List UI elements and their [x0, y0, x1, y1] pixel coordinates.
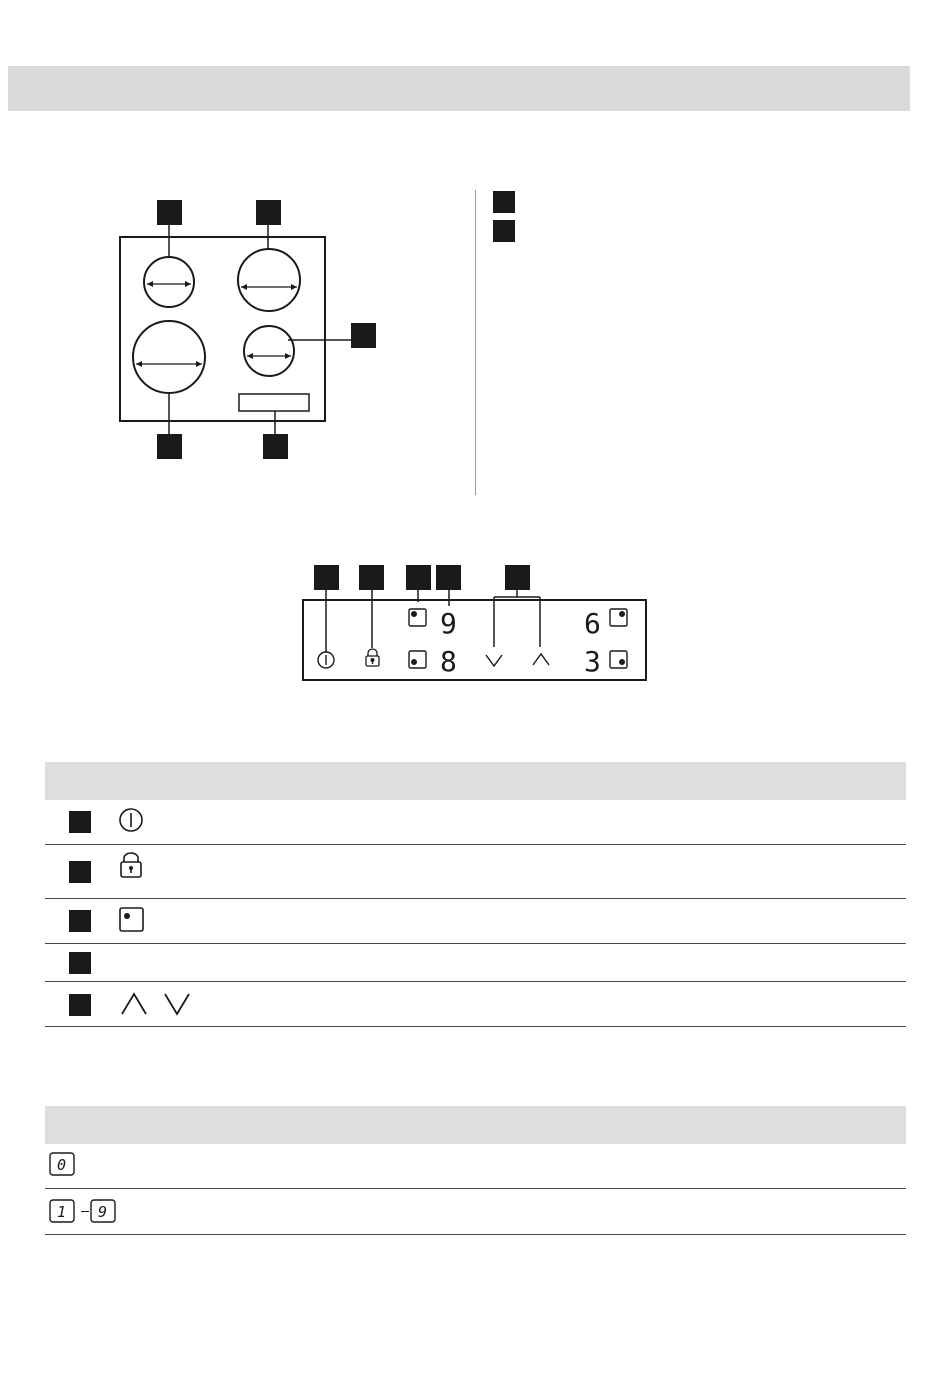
- row-divider: [45, 943, 906, 944]
- display-symbol: 1: [57, 1203, 67, 1221]
- lock-icon: [117, 852, 147, 882]
- row-number-box: [69, 910, 91, 932]
- display-table-header: [45, 1106, 906, 1144]
- row-number-box: [69, 811, 91, 833]
- row-divider: [45, 981, 906, 982]
- zone-select-icon: [117, 905, 147, 935]
- arrows-up-down-icon: [117, 990, 197, 1020]
- power-icon: [117, 806, 147, 836]
- display-digit: 3: [584, 645, 601, 678]
- display-digit: 9: [440, 607, 457, 640]
- display-symbol: 9: [98, 1203, 108, 1221]
- arrow-down-icon: [486, 655, 502, 666]
- row-number-box: [69, 952, 91, 974]
- row-divider: [45, 898, 906, 899]
- zone-select-icon: [610, 651, 627, 668]
- row-divider: [45, 1188, 906, 1189]
- row-number-box: [69, 861, 91, 883]
- row-divider: [45, 1026, 906, 1027]
- callout-box: [436, 565, 461, 590]
- lock-icon: [366, 649, 379, 666]
- callout-box: [406, 565, 431, 590]
- callout-box: [359, 565, 384, 590]
- power-icon: [318, 652, 334, 668]
- display-symbol-icon: [90, 1199, 120, 1225]
- display-digit: 6: [584, 607, 601, 640]
- row-divider: [45, 844, 906, 845]
- sensor-table-header: [45, 762, 906, 800]
- callout-box: [505, 565, 530, 590]
- callout-box: [314, 565, 339, 590]
- row-divider: [45, 1234, 906, 1235]
- display-symbol-icon: [49, 1199, 79, 1225]
- arrow-up-icon: [533, 654, 549, 665]
- range-dash: [81, 1211, 89, 1212]
- zone-select-icon: [409, 609, 426, 626]
- display-digit: 8: [440, 645, 457, 678]
- zone-select-icon: [610, 609, 627, 626]
- display-symbol: 0: [57, 1156, 67, 1174]
- zone-select-icon: [409, 651, 426, 668]
- row-number-box: [69, 994, 91, 1016]
- display-symbol-icon: [49, 1152, 79, 1178]
